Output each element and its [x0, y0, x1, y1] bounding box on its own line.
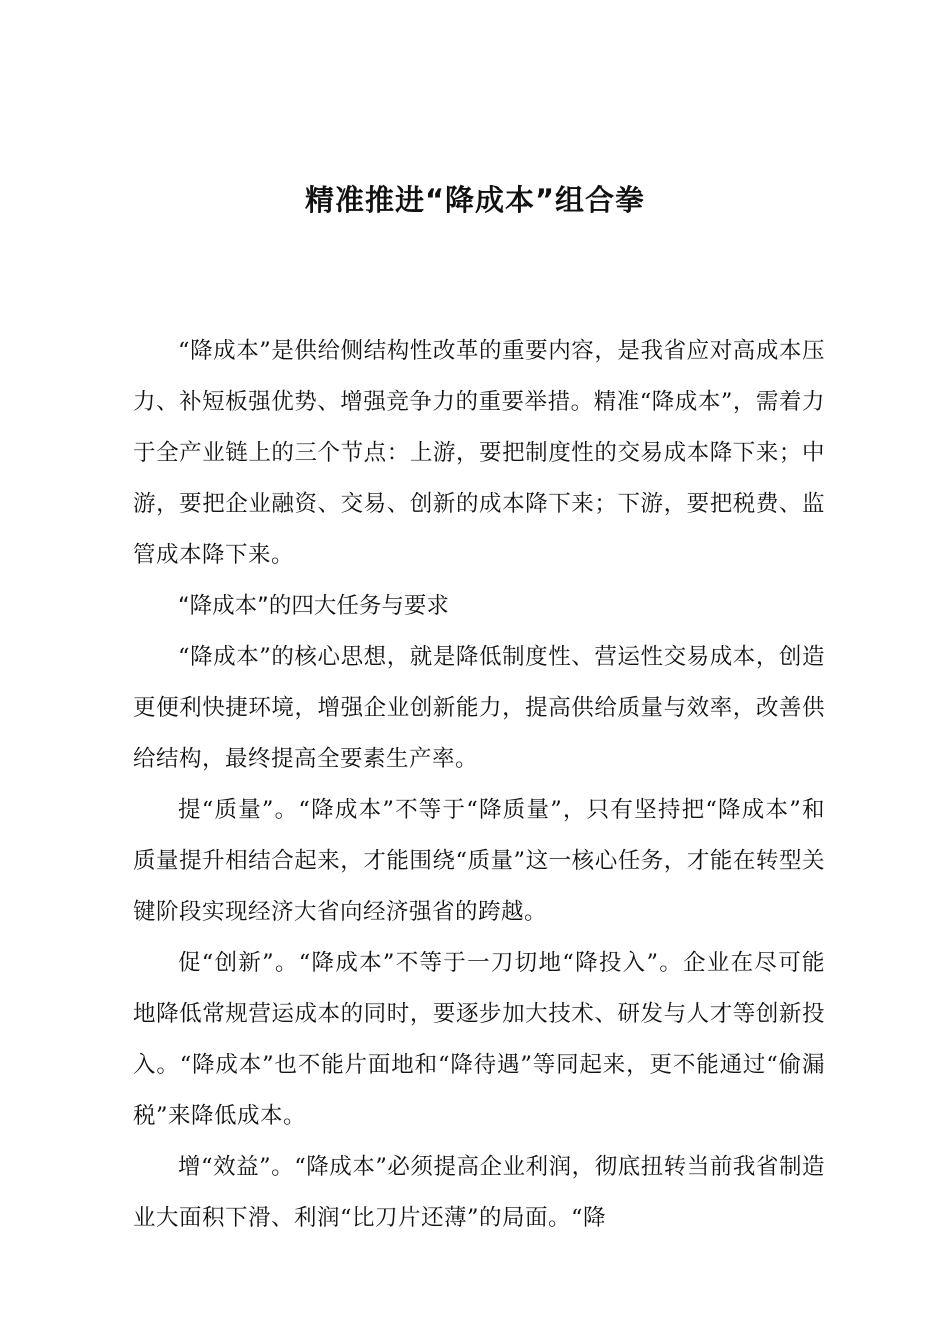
- paragraph-innovation: 促“创新”。“降成本”不等于一刀切地“降投入”。企业在尽可能地降低常规营运成本的同时，要逐步加大技术、研发与人才等创新投入。“降成本”也不能片面地和“降待遇”等同起来，更不能通过“偷漏税”来降低成本。: [133, 950, 825, 1129]
- section-heading: “降成本”的四大任务与要求: [178, 593, 449, 619]
- paragraph-benefit: 增“效益”。“降成本”必须提高企业利润，彻底扭转当前我省制造业大面积下滑、利润“比刀片还薄”的局面。“降: [133, 1154, 825, 1231]
- paragraph-quality: 提“质量”。“降成本”不等于“降质量”，只有坚持把“降成本”和质量提升相结合起来，才能围绕“质量”这一核心任务，才能在转型关键阶段实现经济大省向经济强省的跨越。: [133, 797, 825, 925]
- paragraph-intro: “降成本”是供给侧结构性改革的重要内容，是我省应对高成本压力、补短板强优势、增强竞争力的重要举措。精准“降成本”，需着力于全产业链上的三个节点：上游，要把制度性的交易成本降下来；中游，要把企业融资、交易、创新的成本降下来；下游，要把税费、监管成本降下来。: [133, 338, 825, 568]
- document-title: 精准推进“降成本”组合拳: [304, 183, 646, 217]
- document-body: [133, 326, 825, 1244]
- paragraph-core-idea: “降成本”的核心思想，就是降低制度性、营运性交易成本，创造更便利快捷环境，增强企业创新能力，提高供给质量与效率，改善供给结构，最终提高全要素生产率。: [133, 644, 825, 772]
